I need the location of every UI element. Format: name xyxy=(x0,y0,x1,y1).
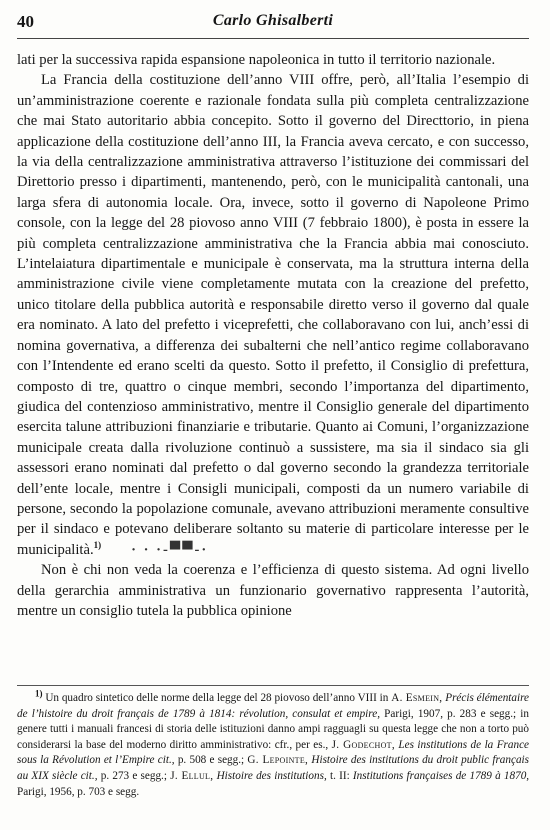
paragraph-2 xyxy=(17,70,529,560)
footnote-title-3: Histoire des institutions du droit public français au XIX siècle cit., xyxy=(17,754,530,782)
paragraph-1: lati per la successiva rapida espansione napoleonica in tutto il territorio nazionale. xyxy=(17,52,496,68)
page-number: 40 xyxy=(17,12,34,31)
footnote-text-6: Parigi, 1956, p. 703 e segg. xyxy=(17,785,140,798)
paragraph-2-text: La Francia della costituzione dell’anno VIII offre, però, all’Italia l’esempio di un’amministrazione coerente e razionale fondata sulla più completa centralizzazione che mai Stato autoritario abbia concepito. Sotto il governo del Directtorio, in piena applicazione della costituzione dell’anno III, la Francia aveva cercato, e con successo, la via della centralizzazione amministrativa attraverso l’istituzione dei commissari del Direttorio presso i dipartimenti, mantenendo, però, con le municipalità cantonali, una larga sfera di autonomia locale. Ora, invece, sotto il governo di Napoleone Primo console, con la legge del 28 piovoso anno VIII (7 febbraio 1800), è posta in essere la più completa centralizzazione amministrativa che la Francia abbia mai conosciuto. L’intelaiatura dipartimentale e municipale è conservata, ma la struttura interna della amministrazione civile viene completamente mutata con la creazione del prefetto, unico titolare della pubblica autorità e responsabile diretto verso il governo dal quale era nominato. A lato del prefetto i viceprefetti, che collaboravano con lui, anch’essi di nomina governativa, a differenza dei subalterni che nell’antico regime collaboravano con l’Intendente ed erano scelti da questo. Sotto il prefetto, il Consiglio di prefettura, composto di tre, quattro o cinque membri, secondo l’importanza del dipartimento, giudica del contenzioso amministrativo, mentre il Consiglio generale del dipartimento esercita talune attribuzioni finanziarie e tributarie. Quanto ai Comuni, l’organizzazione municipale creata dalla rivoluzione continuò a sussistere, ma sia il sindaco sia gli assessori erano nominati dal prefetto o dal governo secondo la grandezza territoriale dell’ente locale, mentre i Consigli municipali, composti da un numero variabile di persone, secondo la popolazione comunale, avevano attribuzioni meramente consultive per il sindaco e potevano deliberare soltanto su materie di particolare interesse per le municipalità. xyxy=(17,72,529,558)
footnote-author-1: A. Esmein, xyxy=(391,692,443,704)
footnote-title-1: Précis élémentaire de l’histoire du droit français de 1789 à 1814: révolution, consulat et empire, xyxy=(17,692,530,720)
footnote-rule xyxy=(17,685,529,686)
running-head: Carlo Ghisalberti xyxy=(212,12,334,29)
footnote-title-4: Histoire des institutions, xyxy=(216,769,327,782)
footnote-title-5: Institutions françaises de 1789 à 1870, xyxy=(352,769,530,782)
footnote-text-2: Parigi, 1907, p. 283 e segg.; in genere tutti i manuali francesi di storia delle istituzioni danno ampi ragguagli su questa legge che non a torto può considerarsi la base del moderno diritto amministrativo: cfr., per es., xyxy=(17,707,529,751)
footnote-reference: 1) xyxy=(93,539,102,550)
footnote-marker: 1) xyxy=(35,688,43,699)
scan-marks: · · ·-▀▀-· xyxy=(131,541,209,558)
body-text xyxy=(17,50,529,621)
footnote-text-4: p. 273 e segg.; xyxy=(100,769,167,782)
footnote-text-5: t. II: xyxy=(329,769,350,782)
page-header xyxy=(17,10,529,34)
footnote-author-3: G. Lepointe, xyxy=(247,754,309,767)
footnote-author-2: J. Godechot, xyxy=(331,738,395,751)
footnote-text-1: Un quadro sintetico delle norme della legge del 28 piovoso dell’anno VIII in xyxy=(45,692,389,704)
footnote-title-2: Les institutions de la France sous la Révolution et l’Empire cit., xyxy=(17,738,530,767)
footnote-author-4: J. Ellul, xyxy=(170,769,214,782)
header-rule xyxy=(17,38,529,39)
paragraph-3: Non è chi non veda la coerenza e l’efficienza di questo sistema. Ad ogni livello della gerarchia amministrativa un funzionario governativo rappresenta l’autorità, mentre un consiglio tutela la pubblica opinione xyxy=(17,562,529,619)
footnote xyxy=(17,688,530,800)
footnote-text-3: p. 508 e segg.; xyxy=(177,754,245,767)
